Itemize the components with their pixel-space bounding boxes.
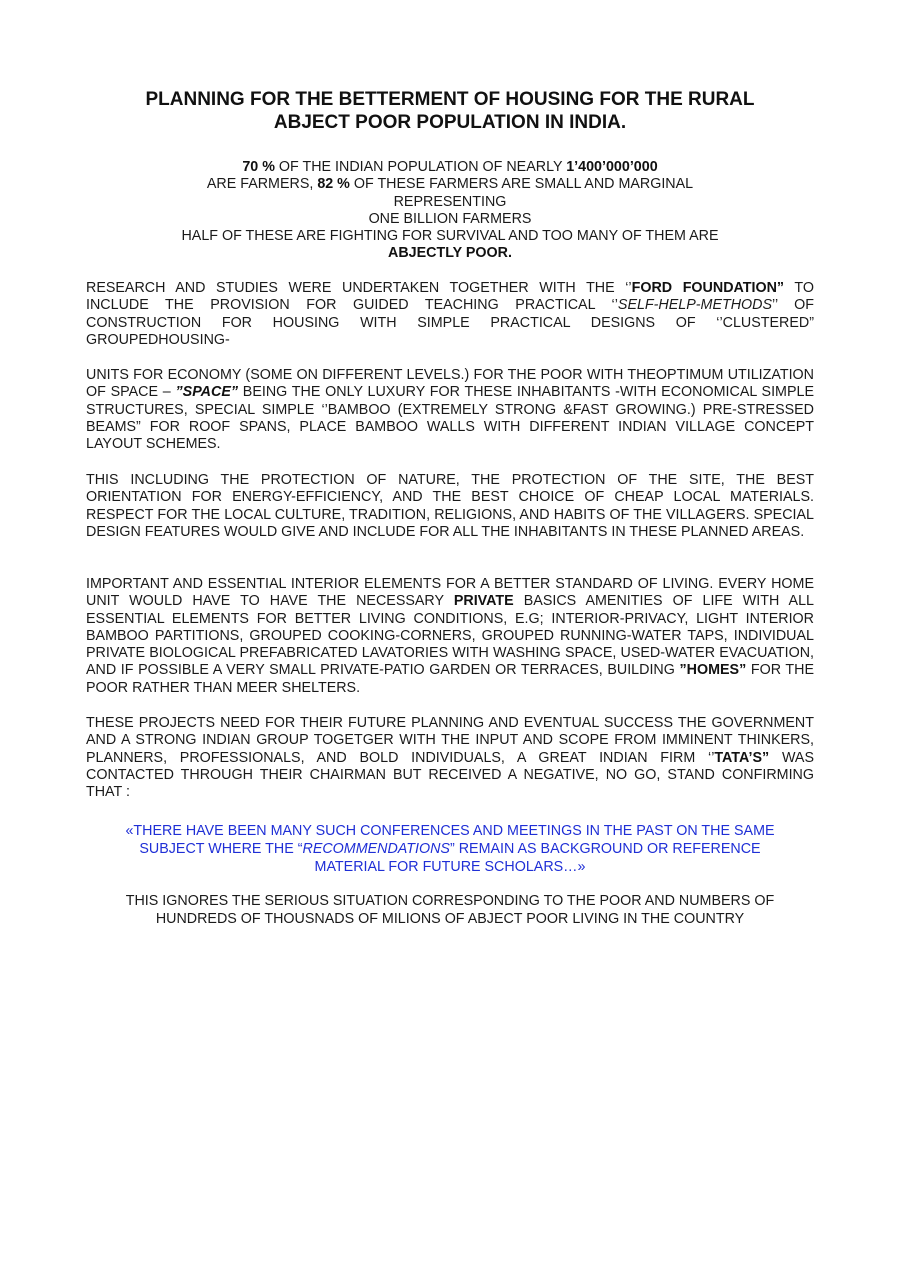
paragraph-interior: IMPORTANT AND ESSENTIAL INTERIOR ELEMENTS FOR A BETTER STANDARD OF LIVING. EVERY HOME UNIT WOULD HAVE TO HAVE THE NECESSARY PRIVATE BASICS AMENITIES OF LIFE WITH ALL ESSENTIAL ELEMENTS FOR BETTER LIVING CONDITIONS, E.G; INTERIOR-PRIVACY, LIGHT INTERIOR BAMBOO PARTITIONS, GROUPED COOKING-CORNERS, GROUPED RUNNING-WATER TAPS, INDIVIDUAL PRIVATE BIOLOGICAL PREFABRICATED LAVATORIES WITH WASHING SPACE, USED-WATER EVACUATION, AND IF POSSIBLE A VERY SMALL PRIVATE-PATIO GARDEN OR TERRACES, BUILDING ”HOMES” FOR THE POOR RATHER THAN MEER SHELTERS. — [86, 576, 814, 696]
title-line-1: PLANNING FOR THE BETTERMENT OF HOUSING FOR THE RURAL — [145, 89, 755, 110]
intro-statistics — [86, 159, 814, 263]
quote-line-2: SUBJECT WHERE THE “RECOMMENDATIONS” REMAIN AS BACKGROUND OR REFERENCE — [139, 841, 761, 857]
closing-line-2: HUNDREDS OF THOUSNADS OF MILIONS OF ABJECT POOR LIVING IN THE COUNTRY — [155, 911, 745, 927]
intro-line-2: ARE FARMERS, 82 % OF THESE FARMERS ARE SMALL AND MARGINAL — [206, 176, 694, 193]
quote-line-1: «THERE HAVE BEEN MANY SUCH CONFERENCES AND MEETINGS IN THE PAST ON THE SAME — [125, 823, 775, 839]
quote-line-3: MATERIAL FOR FUTURE SCHOLARS…» — [314, 859, 586, 875]
title-line-2: ABJECT POOR POPULATION IN INDIA. — [273, 112, 627, 133]
recommendations-emphasis: RECOMMENDATIONS — [302, 841, 450, 857]
space-emphasis: ”SPACE” — [175, 384, 239, 401]
intro-line-4: ONE BILLION FARMERS — [368, 210, 532, 227]
paragraph-research: RESEARCH AND STUDIES WERE UNDERTAKEN TOGETHER WITH THE ‘’FORD FOUNDATION” TO INCLUDE THE PROVISION FOR GUIDED TEACHING PRACTICAL ‘’SELF-HELP-METHODS’’ OF CONSTRUCTION FOR HOUSING WITH SIMPLE PRACTICAL DESIGNS OF ‘’CLUSTERED” GROUPEDHOUSING- — [86, 280, 815, 348]
paragraph-projects: THESE PROJECTS NEED FOR THEIR FUTURE PLANNING AND EVENTUAL SUCCESS THE GOVERNMENT AND A STRONG INDIAN GROUP TOGETGER WITH THE INPUT AND SCOPE FROM IMMINENT THINKERS, PLANNERS, PROFESSIONALS, AND BOLD INDIVIDUALS, A GREAT INDIAN FIRM ‘’TATA’S” WAS CONTACTED THROUGH THEIR CHAIRMAN BUT RECEIVED A NEGATIVE, NO GO, STAND CONFIRMING THAT : — [86, 715, 814, 801]
intro-line-1: 70 % OF THE INDIAN POPULATION OF NEARLY 1’400’000’000 — [242, 159, 658, 175]
stat-population-percent: 70 % — [242, 159, 275, 175]
closing-statement — [86, 892, 814, 928]
stat-small-farmers-percent: 82 % — [317, 176, 350, 193]
document-title — [86, 88, 814, 134]
private-emphasis: PRIVATE — [453, 593, 514, 610]
homes-emphasis: ”HOMES” — [679, 662, 747, 679]
ford-foundation: FORD FOUNDATION” — [631, 280, 785, 296]
self-help-methods: SELF-HELP-METHODS — [617, 297, 773, 314]
tata-emphasis: TATA’S” — [714, 749, 770, 766]
intro-line-5: HALF OF THESE ARE FIGHTING FOR SURVIVAL AND TOO MANY OF THEM ARE — [181, 228, 719, 245]
closing-line-1: THIS IGNORES THE SERIOUS SITUATION CORRESPONDING TO THE POOR AND NUMBERS OF — [125, 893, 775, 909]
paragraph-nature: THIS INCLUDING THE PROTECTION OF NATURE, THE PROTECTION OF THE SITE, THE BEST ORIENTATION FOR ENERGY-EFFICIENCY, AND THE BEST CHOICE OF CHEAP LOCAL MATERIALS. RESPECT FOR THE LOCAL CULTURE, TRADITION, RELIGIONS, AND HABITS OF THE VILLAGERS. SPECIAL DESIGN FEATURES WOULD GIVE AND INCLUDE FOR ALL THE INHABITANTS IN THESE PLANNED AREAS. — [86, 472, 814, 540]
stat-population-total: 1’400’000’000 — [566, 159, 658, 175]
quote-block — [86, 822, 814, 876]
intro-line-6: ABJECTLY POOR. — [388, 245, 512, 262]
intro-line-3: REPRESENTING — [393, 193, 507, 210]
paragraph-units: UNITS FOR ECONOMY (SOME ON DIFFERENT LEVELS.) FOR THE POOR WITH THEOPTIMUM UTILIZATION OF SPACE – ”SPACE” BEING THE ONLY LUXURY FOR THESE INHABITANTS -WITH ECONOMICAL SIMPLE STRUCTURES, SPECIAL SIMPLE ‘’BAMBOO (EXTREMELY STRONG &FAST GROWING.) PRE-STRESSED BEAMS” FOR ROOF SPANS, PLACE BAMBOO WALLS WITH DIFFERENT INDIAN VILLAGE CONCEPT LAYOUT SCHEMES. — [86, 367, 814, 453]
